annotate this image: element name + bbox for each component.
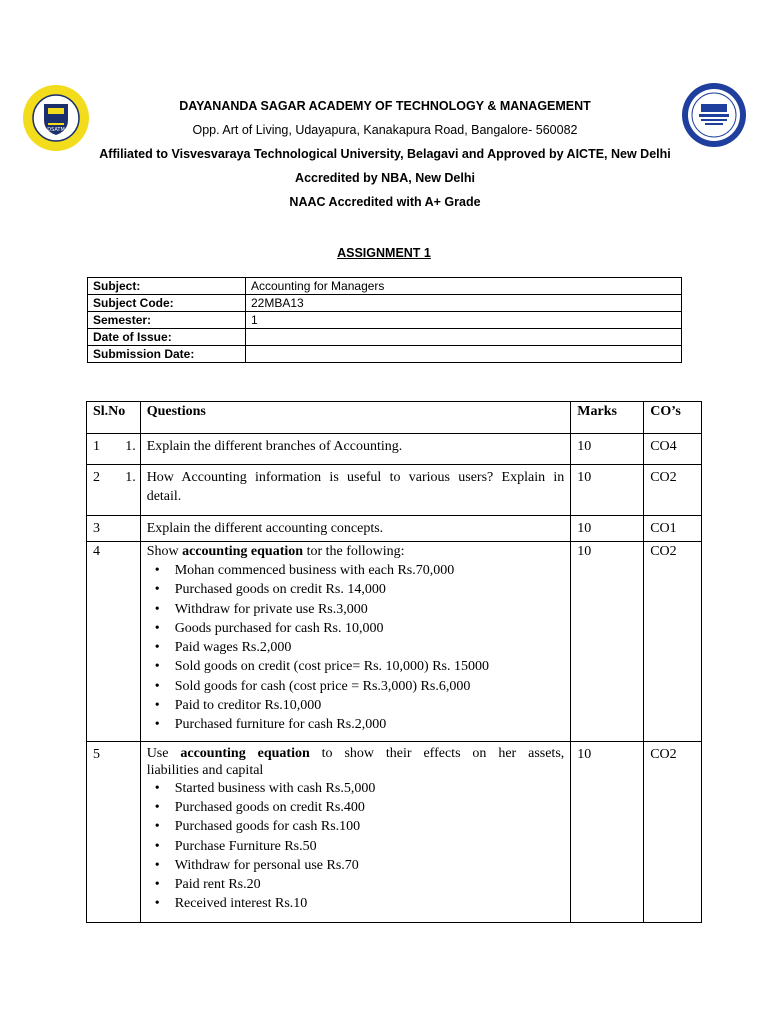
institute-crest-icon xyxy=(22,84,90,152)
info-row xyxy=(88,278,682,295)
row-question: Explain the different branches of Accounting. xyxy=(140,434,571,465)
table-header-row xyxy=(87,402,702,434)
info-label: Subject Code: xyxy=(88,295,246,312)
table-row xyxy=(87,741,702,922)
list-item: • Purchased goods on credit Rs.400 xyxy=(175,798,565,817)
list-item: • Withdraw for personal use Rs.70 xyxy=(175,856,565,875)
info-row xyxy=(88,312,682,329)
list-item: • Paid rent Rs.20 xyxy=(175,875,565,894)
table-row xyxy=(87,542,702,742)
institute-name: DAYANANDA SAGAR ACADEMY OF TECHNOLOGY & MANAGEMENT xyxy=(179,99,591,113)
transaction-list xyxy=(147,561,565,735)
info-value xyxy=(246,329,682,346)
list-item: • Received interest Rs.10 xyxy=(175,894,565,913)
subject-info-table xyxy=(87,277,682,363)
institute-address: Opp. Art of Living, Udayapura, Kanakapura Road, Bangalore- 560082 xyxy=(192,123,578,137)
row-question: Show accounting equation tor the following: • Mohan commenced business with each Rs.70,000 • Purchased goods on credit Rs. 14,000 • Withdraw for private use Rs.3,000 • Goods purchased for cash Rs. 10,000 • Paid wages Rs.2,000 • Sold goods on credit (cost price= Rs. 10,000) Rs. 15000 • Sold goods for cash (cost price = Rs.3,000) Rs.6,000 • Paid to creditor Rs.10,000 • Purchased furniture for cash Rs.2,000 xyxy=(140,542,571,742)
row-slno: 1 1. xyxy=(87,434,141,465)
table-row xyxy=(87,516,702,542)
list-item: • Mohan commenced business with each Rs.70,000 xyxy=(175,561,565,580)
row-question: Use accounting equation to show their effects on her assets, liabilities and capital • Started business with cash Rs.5,000 • Purchased goods on credit Rs.400 • Purchased goods for cash Rs.100 • Purchase Furniture Rs.50 • Withdraw for personal use Rs.70 • Paid rent Rs.20 • Received interest Rs.10 xyxy=(140,741,571,922)
list-item: • Started business with cash Rs.5,000 xyxy=(175,779,565,798)
row-co: CO4 xyxy=(644,434,702,465)
list-item: • Sold goods for cash (cost price = Rs.3,000) Rs.6,000 xyxy=(175,677,565,696)
header-questions: Questions xyxy=(140,402,571,434)
row-co: CO2 xyxy=(644,542,702,742)
row-question: Explain the different accounting concepts. xyxy=(140,516,571,542)
naac-accreditation: NAAC Accredited with A+ Grade xyxy=(289,195,481,209)
questions-table xyxy=(86,401,702,923)
info-value: 1 xyxy=(246,312,682,329)
row-co: CO2 xyxy=(644,465,702,516)
list-item: • Goods purchased for cash Rs. 10,000 xyxy=(175,619,565,638)
assignment-title: ASSIGNMENT 1 xyxy=(337,246,431,260)
info-label: Semester: xyxy=(88,312,246,329)
table-row xyxy=(87,434,702,465)
list-item: • Paid wages Rs.2,000 xyxy=(175,638,565,657)
row-question: How Accounting information is useful to various users? Explain in detail. xyxy=(140,465,571,516)
list-item: • Purchased goods for cash Rs.100 xyxy=(175,817,565,836)
row-co: CO2 xyxy=(644,741,702,922)
nba-accreditation: Accredited by NBA, New Delhi xyxy=(295,171,475,185)
row-marks: 10 xyxy=(571,465,644,516)
list-item: • Sold goods on credit (cost price= Rs. 10,000) Rs. 15000 xyxy=(175,657,565,676)
list-item: • Withdraw for private use Rs.3,000 xyxy=(175,600,565,619)
row-marks: 10 xyxy=(571,741,644,922)
naac-seal-icon xyxy=(681,82,747,148)
list-item: • Purchased furniture for cash Rs.2,000 xyxy=(175,715,565,734)
header-cos: CO’s xyxy=(644,402,702,434)
row-slno: 5 xyxy=(87,741,141,922)
info-value: 22MBA13 xyxy=(246,295,682,312)
row-marks: 10 xyxy=(571,516,644,542)
institute-header xyxy=(95,94,675,214)
crest-text: DSATM xyxy=(47,127,65,133)
info-label: Date of Issue: xyxy=(88,329,246,346)
header-slno: Sl.No xyxy=(87,402,141,434)
info-row xyxy=(88,346,682,363)
info-label: Submission Date: xyxy=(88,346,246,363)
table-row xyxy=(87,465,702,516)
row-slno: 4 xyxy=(87,542,141,742)
info-label: Subject: xyxy=(88,278,246,295)
row-co: CO1 xyxy=(644,516,702,542)
list-item: • Paid to creditor Rs.10,000 xyxy=(175,696,565,715)
transaction-list xyxy=(147,779,565,914)
list-item: • Purchase Furniture Rs.50 xyxy=(175,837,565,856)
info-row xyxy=(88,329,682,346)
info-value xyxy=(246,346,682,363)
affiliation-text: Affiliated to Visvesvaraya Technological University, Belagavi and Approved by AICTE, New Delhi xyxy=(99,147,671,161)
info-row xyxy=(88,295,682,312)
row-slno: 3 xyxy=(87,516,141,542)
info-value: Accounting for Managers xyxy=(246,278,682,295)
row-marks: 10 xyxy=(571,434,644,465)
header-marks: Marks xyxy=(571,402,644,434)
row-slno: 2 1. xyxy=(87,465,141,516)
list-item: • Purchased goods on credit Rs. 14,000 xyxy=(175,580,565,599)
row-marks: 10 xyxy=(571,542,644,742)
